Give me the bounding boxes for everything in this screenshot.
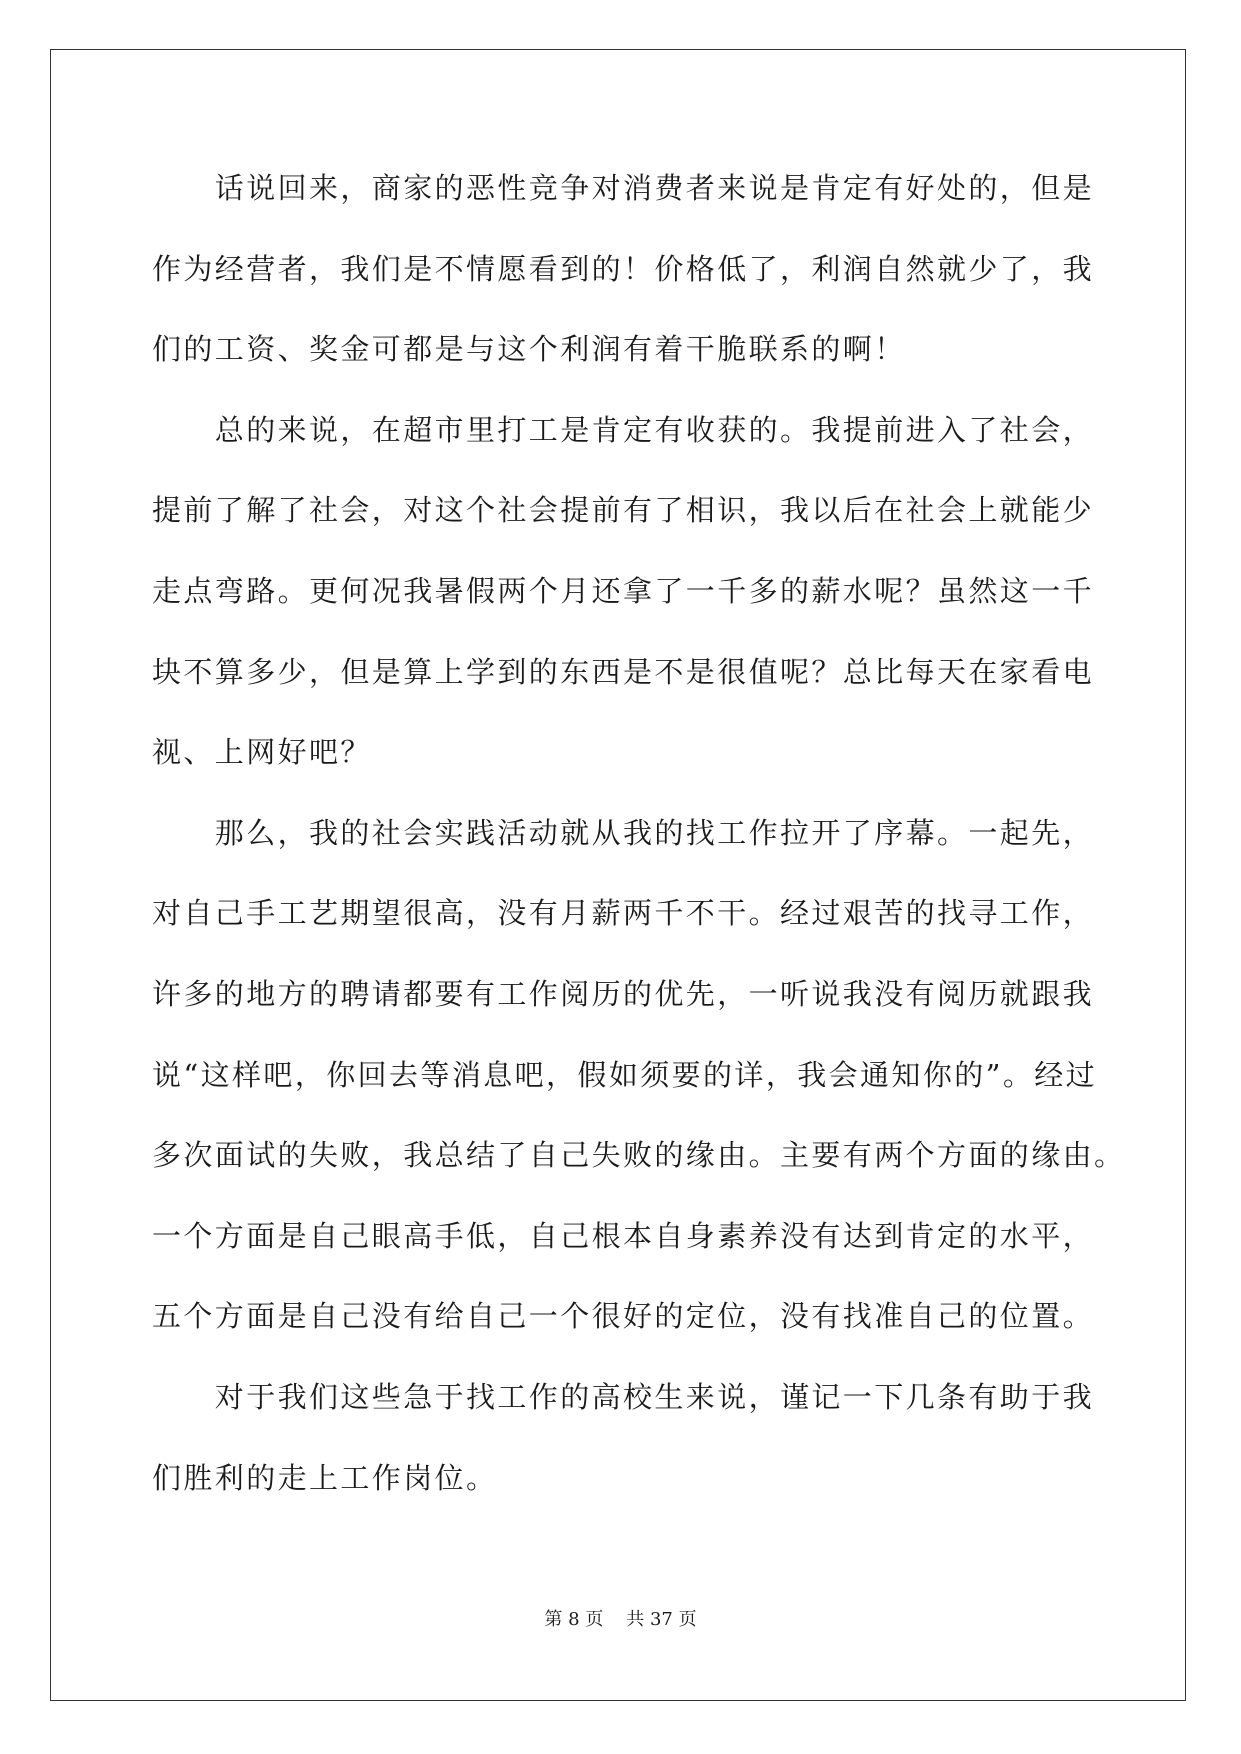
- text-line: 对自己手工艺期望很高，没有月薪两千不干。经过艰苦的找寻工作，: [152, 896, 1095, 931]
- page-total: 共 37 页: [626, 1609, 697, 1630]
- text-line: 视、上网好吧？: [152, 735, 372, 770]
- text-line: 总的来说，在超市里打工是肯定有收获的。我提前进入了社会，: [152, 412, 1095, 447]
- page-footer: [0, 1608, 1241, 1632]
- text-line: 作为经营者，我们是不情愿看到的！价格低了，利润自然就少了，我: [152, 251, 1095, 286]
- text-line: 走点弯路。更何况我暑假两个月还拿了一千多的薪水呢？虽然这一千: [152, 573, 1095, 608]
- text-line: 那么，我的社会实践活动就从我的找工作拉开了序幕。一起先，: [152, 815, 1095, 850]
- text-line: 多次面试的失败，我总结了自己失败的缘由。主要有两个方面的缘由。: [152, 1138, 1126, 1173]
- text-line: 一个方面是自己眼高手低，自己根本自身素养没有达到肯定的水平，: [152, 1218, 1095, 1253]
- page-number: 第 8 页: [544, 1609, 604, 1630]
- text-line: 说“这样吧，你回去等消息吧，假如须要的详，我会通知你的”。经过: [152, 1057, 1098, 1092]
- text-line: 块不算多少，但是算上学到的东西是不是很值呢？总比每天在家看电: [152, 654, 1095, 689]
- text-line: 们胜利的走上工作岗位。: [152, 1460, 498, 1495]
- text-line: 话说回来，商家的恶性竞争对消费者来说是肯定有好处的，但是: [152, 171, 1095, 205]
- document-body: [152, 160, 1126, 1530]
- text-line: 五个方面是自己没有给自己一个很好的定位，没有找准自己的位置。: [152, 1299, 1095, 1334]
- text-line: 提前了解了社会，对这个社会提前有了相识，我以后在社会上就能少: [152, 493, 1095, 528]
- text-line: 们的工资、奖金可都是与这个利润有着干脆联系的啊！: [152, 332, 906, 367]
- text-line: 对于我们这些急于找工作的高校生来说，谨记一下几条有助于我: [152, 1379, 1095, 1414]
- text-line: 许多的地方的聘请都要有工作阅历的优先，一听说我没有阅历就跟我: [152, 976, 1095, 1011]
